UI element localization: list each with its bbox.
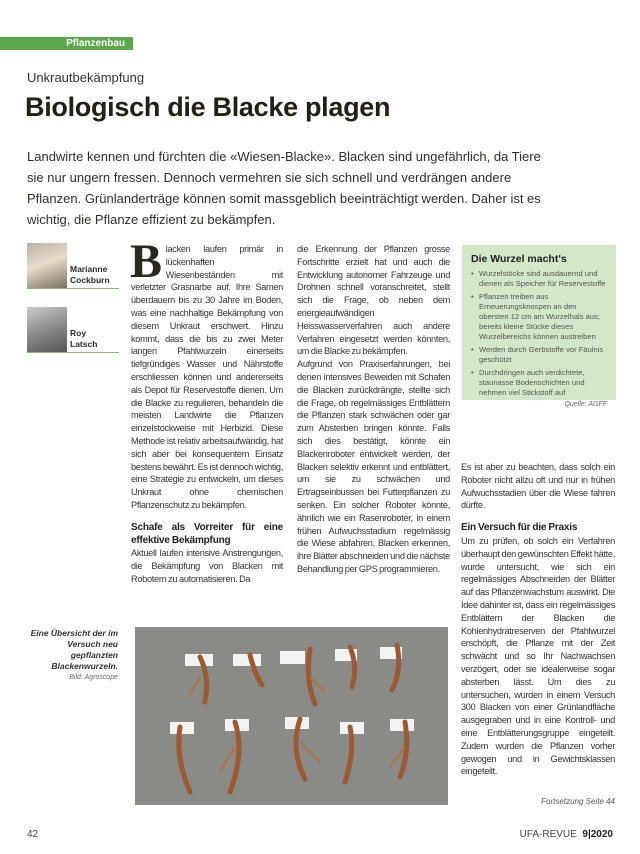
magazine-footer: UFA-REVUE 9|2020: [519, 829, 613, 840]
author-cockburn: [27, 243, 119, 289]
info-box-item: • Wurzelstöcke sind ausdauernd und dienen als Speicher für Reservestoffe: [471, 269, 607, 289]
column-1: [130, 235, 283, 586]
body-paragraph: Um zu prüfen, ob solch ein Verfahren überhaupt den gewünschten Effekt hätte, wurde untersucht, wie sich ein regelmässiges Abschneiden der Blätter auf das Pflanzenwachstum auswirkt. Die Idee dahinter ist, dass ein regelmässiges Entblättern der Blacken die Kohlenhydratreserven der Pfahlwurzel erschöpft, die Pflanze mit der Zeit schwächt und so Ihr Nachwachsen verzögert, oder sie idealerweise sogar absterben lässt. Um dies zu untersuchen, wurden in einem Versuch 300 Blacken von einer Grünlandfläche ausgegraben und in eine Kontroll- und eine Entblätterungsgruppe eingeteilt. Zudem wurden die Pflanzen vorher gewogen und in Gewichtsklassen eingeteilt.: [461, 535, 615, 777]
body-paragraph: Aktuell laufen intensive Anstrengungen, die Bekämpfung von Blacken mit Robotern zu automatisieren. Da: [131, 548, 283, 584]
column-2: [297, 243, 450, 576]
photo-credit: Bild: Agroscope: [69, 674, 118, 681]
page-number: 42: [27, 829, 39, 840]
photo-caption: Eine Übersicht der im Versuch neu gepflanzten Blackenwurzeln. Bild: Agroscope: [30, 628, 118, 681]
author-photo: [27, 307, 67, 352]
info-box-title: Die Wurzel macht's: [471, 253, 567, 265]
continued-note: Fortsetzung Seite 44: [541, 797, 615, 806]
column-3: [461, 461, 615, 778]
lead-paragraph: Landwirte kennen und fürchten die «Wiesen-Blacke». Blacken sind ungefährlich, da Tiere sie nur ungern fressen. Dennoch vermehren sie sich schnell und verdrängen andere Pflanzen. Grünlanderträge können somit massgeblich beeinträchtigt werden. Daher ist es wichtig, die Pflanze effizient zu bekämpfen.: [27, 149, 541, 227]
roots-image: [135, 627, 448, 805]
subheading: Ein Versuch für die Praxis: [461, 522, 578, 534]
section-label: Pflanzenbau: [0, 37, 133, 50]
drop-cap: B: [130, 235, 162, 288]
author-name: Marianne Cockburn: [70, 264, 110, 285]
info-box: [462, 245, 616, 408]
author-name: Roy Latsch: [70, 328, 98, 349]
kicker: Unkrautbekämpfung: [27, 70, 145, 85]
page-title: Biologisch die Blacke plagen: [25, 92, 391, 122]
info-box-item: • Durchdringen auch verdichtete, staunasse Bodenschichten und nehmen viel Stickstoff auf: [471, 368, 607, 398]
issue-number: 9|2020: [582, 829, 613, 840]
body-paragraph: die Erkennung der Pflanzen grosse Fortschritte erzielt hat und auch die Entwicklung autonomer Fahrzeuge und Drohnen schnell voranschreitet, stellt sich die Frage, ob neben dem energieaufwändigen Heisswasserverfahren auch andere Verfahren eingesetzt werden könnten, um die Blacke zu bekämpfen.: [297, 244, 450, 357]
body-paragraph: Aufgrund von Praxiserfahrungen, bei denen intensives Beweiden mit Schafen die Blacken zurückdrängte, stellte sich die Frage, ob regelmässiges Entblättern die Pflanzen stark schwächen oder gar zum Absterben bringen könnte. Falls sich dies bestätigt, könnte ein Blackenroboter entwickelt werden, der Blacken selektiv erkennt und entblättert, um sie zu schwächen und Ertragseinbussen bei Futterpflanzen zu senken. Ein solcher Roboter könnte, ähnlich wie ein Rasenroboter, in einem frühen Aufwuchsstadium regelmässig die Wiese abfahren, Blacken erkennen, ihre Blätter abschneiden und die nächste Behandlung per GPS programmieren.: [297, 359, 450, 574]
info-box-item: • Werden durch Gerbstoffe vor Fäulnis geschützt: [471, 345, 607, 365]
body-paragraph: Es ist aber zu beachten, dass solch ein Roboter nicht allzu oft und nur in frühen Aufwuchsstadien über die Wiese fahren dürfte.: [461, 462, 615, 511]
roots-photo: [135, 627, 448, 805]
author-latsch: [27, 307, 119, 353]
subheading: Schafe als Vorreiter für eine effektive Bekämpfung: [131, 521, 283, 546]
body-paragraph: lacken laufen primär in lückenhaften Wiesenbeständen mit verletzter Grasnarbe auf. Ihre Samen überdauern bis zu 30 Jahre im Boden, was eine nachhaltige Bekämpfung von diesem Unkraut erschwert. Hinzu kommt, dass die bis zu zwei Meter langen Pfahlwurzeln einerseits tiefgründiges Wasser und Nährstoffe erschliessen können und andererseits als Depot für Reservestoffe dienen. Um die Blacke zu regulieren, behandeln die meisten Landwirte die Pflanzen einzelstockweise mit Herbizid. Diese Methode ist relativ arbeitsaufwändig, hat sich aber bei konsequentem Einsatz bestens bewährt. Es ist dennoch wichtig, eine Strategie zu entwickeln, um dieses Unkraut ohne chemischen Pflanzenschutz zu bekämpfen.: [131, 244, 283, 510]
info-box-source: Quelle: AGFF: [564, 401, 607, 408]
author-photo: [27, 243, 67, 288]
info-box-item: • Pflanzen treiben aus Erneuerungsknospen an den obersten 12 cm am Wurzelhals aus; bereits kleine Stücke dieses Wurzelbereichs können austreiben: [471, 292, 607, 342]
